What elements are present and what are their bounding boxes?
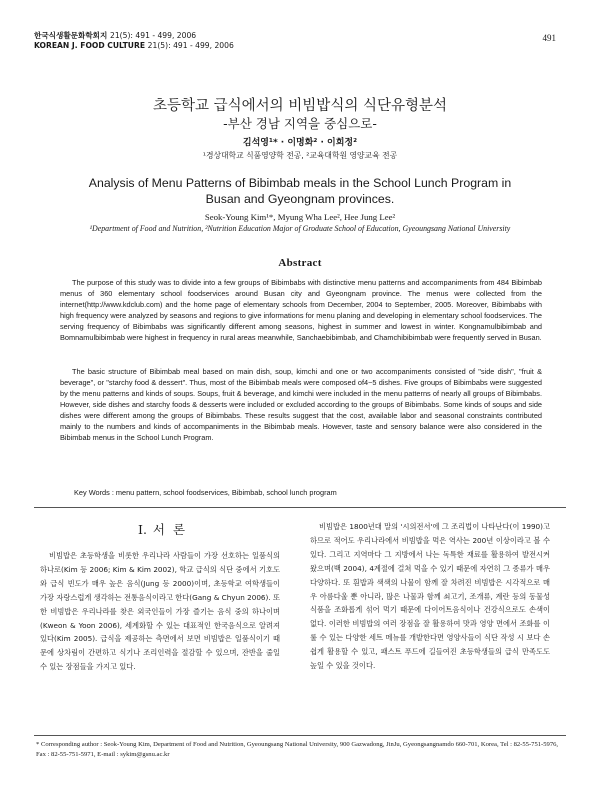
section-title: 서 론: [152, 522, 188, 537]
journal-volume: 21(5): 491 - 499, 2006: [110, 31, 197, 40]
affiliations-english: ¹Department of Food and Nutrition, ²Nutrition Education Major of Groduate School of Education, Gyeoungsang National University: [89, 224, 511, 233]
abstract-paragraph-1: [60, 277, 542, 343]
journal-header-ko: [34, 30, 196, 41]
divider: [34, 507, 566, 508]
abstract-text-1: The purpose of this study was to divide into a few groups of Bibimbabs with distinctive menu patterns and accompaniments from 484 Bibimbab menus of 360 elementary school foodservices around Busan city and Gyeongnam province. The menus were collected from the internet(http://www.kdclub.com) and the home page of elementary schools from December, 2004 to September, 2005. Moreover, Bibimbabs with high frequency were analyzed by seasons and regions to give informations for menu planing and developing in elementary school foodservices. The serving frequency of Bibimbabs was significantly different among seasons, highest in summer and lowest in winter. Kongnamulbibimbab and Bomnamulbibimbab were highest in frequency in rural areas meanwhile, Sanchaebibimbab, and Chamchibibimbab were frequently served in Busan.: [60, 278, 542, 343]
journal-volume-en: 21(5): 491 - 499, 2006: [147, 41, 234, 50]
intro-paragraph-2: 비빔밥은 1800년대 말의 '시의전서'에 그 조리법이 나타난다(이 1990)고 하므로 적어도 우리나라에서 비빔밥을 먹은 역사는 200년 이상이라고 볼 수 있다. 그리고 지역마다 그 지방에서 나는 독특한 재료를 활용하여 발전시켜 왔으며(백 2004), 4계절에 걸쳐 먹을 수 있기 때문에 자연히 그 종류가 매우 다양하다. 또 흰밥과 색색의 나물이 함께 잘 차려진 비빔밥은 시각적으로 매우 아름다울 뿐 아니라, 많은 나물과 함께 쇠고기, 조개류, 계란 등의 동물성 식품을 조화롭게 섞어 먹기 때문에 다이어트음식이나 건강식으로도 손색이 없다. 이러한 비빔밥의 여러 장점을 잘 활용하여 맛과 영양 면에서 조화를 이룰 수 있는 다양한 세트 메뉴를 개발한다면 영양사들이 식단 작성 시 보다 손쉽게 활용할 수 있고, 패스트 푸드에 길들여진 초등학생들의 급식 만족도도 높일 수 있을 것이다.: [310, 522, 550, 671]
affiliations-korean: ¹경상대학교 식품영양학 전공, ²교육대학원 영양교육 전공: [202, 151, 398, 160]
intro-paragraph-1: 비빔밥은 초등학생을 비롯한 우리나라 사람들이 가장 선호하는 일품식의 하나로(Kim 등 2006; Kim & Kim 2002), 학교 급식의 식단 중에서 기호도와 급식 빈도가 매우 높은 음식(Jung 등 2000)이며, 초등학교 여학생들이 가장 자랑스럽게 생각하는 전통음식이라고 한다(Gang & Chyun 2006). 또한 비빔밥은 우리나라를 찾은 외국인들이 가장 즐기는 음식 중의 하나이며 (Kweon & Yoon 2006), 세계화할 수 있는 대표적인 한국음식으로 알려져 있다(Kim 2005). 급식을 제공하는 측면에서 보면 비빔밥은 일품식이기 때문에 상차림이 간편하고 식기나 조리인력을 절감할 수 있으며, 잔반을 줄일 수 있는 장점들을 가지고 있다.: [40, 551, 280, 672]
keywords: Key Words : menu pattern, school foodservices, Bibimbab, school lunch program: [74, 488, 337, 497]
intro-left-column: [40, 549, 280, 674]
journal-header-en: [34, 41, 234, 50]
subtitle-korean: -부산 경남 지역을 중심으로-: [223, 116, 377, 131]
journal-name-ko: 한국식생활문화학회지: [34, 31, 108, 40]
section-heading: [138, 520, 187, 538]
abstract-paragraph-2: [60, 366, 542, 443]
corresponding-author-footnote: * Corresponding author : Seok-Young Kim, Department of Food and Nutrition, Gyeoungsang National University, 900 Gazwadong, JinJu, Gyeongsangnamdo 660-701, Korea, Tel : 82-55-751-5976, Fax : 82-55-751-5971, E-mail : sykim@gsnu.ac.kr: [36, 741, 559, 759]
section-number: I.: [138, 522, 147, 537]
footnote-divider: [34, 735, 566, 736]
title-english: Analysis of Menu Patterns of Bibimbab meals in the School Lunch Program in Busan and Gyeongnam provinces.: [88, 176, 512, 206]
abstract-text-2: The basic structure of Bibimbab meal based on main dish, soup, kimchi and one or two accompaniments consisted of "side dish", "fruit & beverage", or "starchy food & dessert". Thus, most of the Bibimbab meals were composed of4~5 dishes. Five groups of Bibimbabs were suggested by the menu patterns and kinds of soups. Soups, fruit & beverage, and kimchi were included in the menu patterns of nearly all groups of Bibimbabs. However, side dishes and starchy foods & desserts were included or excluded according to the groups of Bibimbabs. Some kinds of soups and side dishes were different among the groups of Bibimbabs. These results suggest that the cost, available labor and seasonal constraints contributed mainly to the numbers and kinds of accompaniments in the Bibimbab meals. However, taste and sensory balance were also considered in the Bibimbab menus in the School Lunch Program.: [60, 367, 542, 443]
title-korean: 초등학교 급식에서의 비빔밥식의 식단유형분석: [153, 98, 447, 114]
abstract-heading: Abstract: [278, 257, 322, 269]
journal-name-en: KOREAN J. FOOD CULTURE: [34, 41, 146, 50]
page-number: 491: [542, 33, 556, 43]
intro-right-column: [310, 520, 550, 673]
authors-english: Seok-Young Kim¹*, Myung Wha Lee², Hee Jung Lee²: [204, 212, 396, 222]
authors-korean: 김석영¹* · 이명화² · 이희정²: [242, 138, 358, 148]
